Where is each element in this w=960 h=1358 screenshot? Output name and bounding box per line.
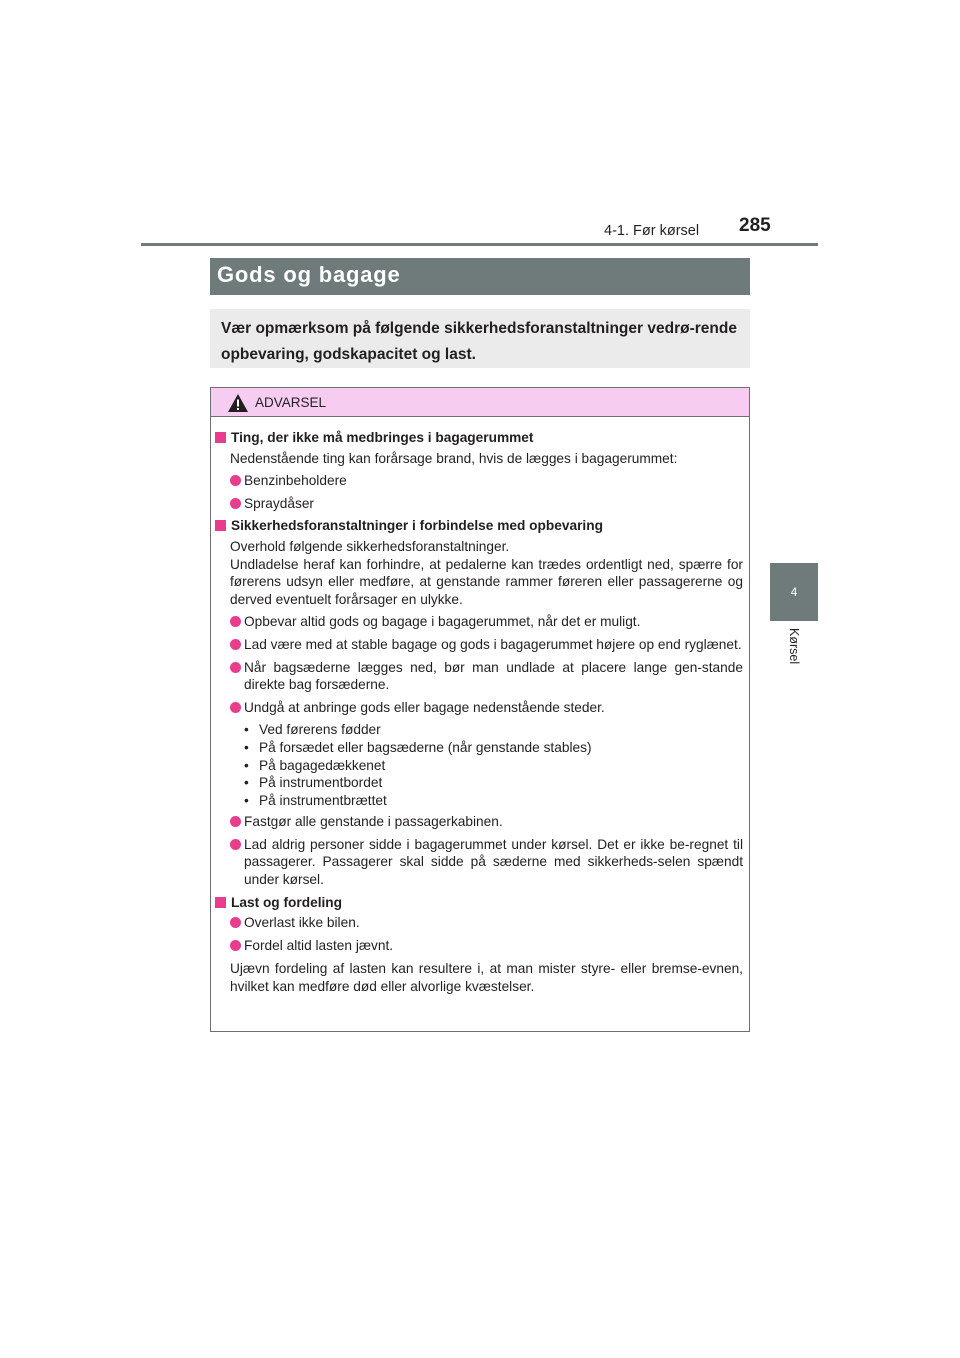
chapter-tab: 4 xyxy=(770,563,818,621)
warning-triangle-icon xyxy=(227,393,249,413)
round-bullet-icon xyxy=(230,816,241,827)
round-bullet-icon xyxy=(230,498,241,509)
page-title: Gods og bagage xyxy=(217,262,401,287)
sub-bullet-glyph: • xyxy=(244,775,249,791)
paragraph: Overhold følgende sikkerhedsforanstaltninger. xyxy=(230,538,510,554)
paragraph: Nedenstående ting kan forårsage brand, hvis de lægges i bagagerummet: xyxy=(230,450,678,466)
warning-content xyxy=(211,429,749,996)
list-item: Opbevar altid gods og bagage i bagagerummet, når det er muligt. xyxy=(230,613,743,631)
list-item: Spraydåser xyxy=(230,495,743,513)
paragraph: Undladelse heraf kan forhindre, at pedalerne kan trædes ordentligt ned, spærre for førerens udsyn eller medføre, at genstande rammer føreren eller passagererne og derved eventuelt forårsager en ulykke. xyxy=(230,556,743,607)
square-bullet-icon xyxy=(215,520,226,531)
list-item: Når bagsæderne lægges ned, bør man undlade at placere lange gen-stande direkte bag forsæderne. xyxy=(230,659,743,694)
warning-header xyxy=(211,388,749,417)
chapter-label: Kørsel xyxy=(787,628,801,665)
title-bar xyxy=(210,258,750,295)
list-item: Fastgør alle genstande i passagerkabinen. xyxy=(230,813,743,831)
warning-box xyxy=(210,387,750,1032)
list-item: Lad aldrig personer sidde i bagagerummet under kørsel. Det er ikke be-regnet til passagerer. Passagerer skal sidde på sæderne med sikkerheds-selen spændt under kørsel. xyxy=(230,836,743,889)
section-heading: Sikkerhedsforanstaltninger i forbindelse med opbevaring xyxy=(212,517,749,535)
intro-box xyxy=(210,309,750,368)
sub-list-item: • Ved førerens fødder xyxy=(244,722,381,738)
list-item: Undgå at anbringe gods eller bagage nedenstående steder. xyxy=(230,699,743,717)
sub-list-item: • På instrumentbrættet xyxy=(244,792,387,808)
section-heading: Ting, der ikke må medbringes i bagagerummet xyxy=(212,429,749,447)
sub-bullet-glyph: • xyxy=(244,757,249,773)
sub-bullet-glyph: • xyxy=(244,722,249,738)
round-bullet-icon xyxy=(230,940,241,951)
round-bullet-icon xyxy=(230,475,241,486)
sub-list-item: • På instrumentbordet xyxy=(244,775,383,791)
section-label: 4-1. Før kørsel xyxy=(604,223,700,239)
list-item: Overlast ikke bilen. xyxy=(230,914,743,932)
list-item: Lad være med at stable bagage og gods i bagagerummet højere op end ryglænet. xyxy=(230,636,743,654)
sub-list-item: • På forsædet eller bagsæderne (når genstande stables) xyxy=(244,739,592,755)
list-item: Benzinbeholdere xyxy=(230,472,743,490)
round-bullet-icon xyxy=(230,917,241,928)
closing-paragraph: Ujævn fordeling af lasten kan resultere i, at man mister styre- eller bremse-evnen, hvilket kan medføre død eller alvorlige kvæstelser. xyxy=(230,961,743,995)
sub-list-item: • På bagagedækkenet xyxy=(244,757,386,773)
sub-bullet-glyph: • xyxy=(244,739,249,755)
round-bullet-icon xyxy=(230,662,241,673)
section-heading: Last og fordeling xyxy=(212,894,749,912)
round-bullet-icon xyxy=(230,702,241,713)
page-number: 285 xyxy=(739,215,771,236)
round-bullet-icon xyxy=(230,639,241,650)
header-rule xyxy=(141,243,818,246)
sub-list xyxy=(244,721,749,809)
square-bullet-icon xyxy=(215,432,226,443)
round-bullet-icon xyxy=(230,616,241,627)
round-bullet-icon xyxy=(230,839,241,850)
square-bullet-icon xyxy=(215,897,226,908)
warning-title: ADVARSEL xyxy=(255,395,327,410)
sub-bullet-glyph: • xyxy=(244,792,249,808)
intro-text: Vær opmærksom på følgende sikkerhedsforanstaltninger vedrø-rende opbevaring, godskapacitet og last. xyxy=(221,320,737,363)
list-item: Fordel altid lasten jævnt. xyxy=(230,937,743,955)
